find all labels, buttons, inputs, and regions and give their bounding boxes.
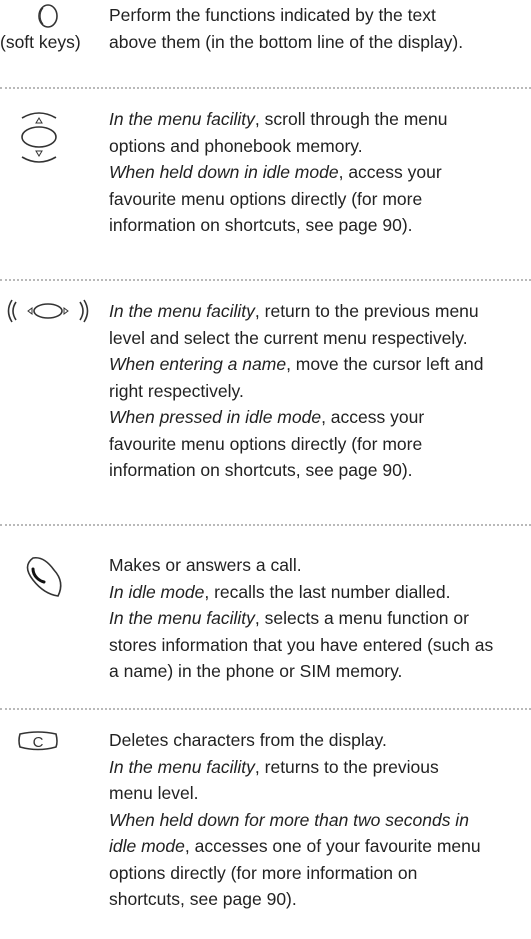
- description-line: [109, 457, 531, 484]
- description-line: [109, 579, 531, 606]
- description-line: [109, 431, 531, 458]
- body-text: stores information that you have entered (such as: [109, 634, 494, 655]
- description-line: [109, 754, 531, 781]
- dotted-divider: [0, 279, 531, 281]
- description-line: [109, 351, 531, 378]
- description-line: [109, 605, 531, 632]
- section-text: [109, 2, 531, 55]
- dotted-divider: [0, 708, 531, 710]
- description-line: [109, 159, 531, 186]
- body-text: , access your: [321, 407, 425, 427]
- body-text: information on shortcuts, see page 90).: [109, 460, 413, 480]
- description-line: [109, 212, 531, 239]
- soft-keys-caption: (soft keys): [0, 32, 81, 52]
- body-text: , selects a menu function or: [254, 608, 469, 628]
- italic-context-text: In the menu facility: [109, 301, 255, 321]
- body-text: , return to the previous menu: [254, 301, 479, 321]
- description-line: [109, 378, 531, 405]
- body-text: level and select the current menu respectively.: [109, 327, 468, 348]
- italic-context-text: In the menu facility: [109, 756, 255, 777]
- body-text: favourite menu options directly (for more: [109, 433, 423, 454]
- italic-context-text: In idle mode: [109, 581, 205, 602]
- body-text: Makes or answers a call.: [109, 555, 302, 575]
- body-text: a name) in the phone or SIM memory.: [109, 661, 403, 681]
- description-line: [109, 2, 531, 29]
- description-line: [109, 325, 531, 352]
- section-text: [109, 298, 531, 484]
- italic-context-text: In the menu facility: [109, 608, 255, 628]
- dotted-divider: [0, 87, 531, 89]
- section-text: [109, 552, 531, 685]
- body-text: information on shortcuts, see page 90).: [109, 215, 413, 235]
- description-line: [109, 727, 531, 754]
- body-text: options and phonebook memory.: [109, 135, 363, 156]
- description-line: [109, 298, 531, 325]
- description-line: [109, 133, 531, 160]
- description-line: [109, 106, 531, 133]
- body-text: above them (in the bottom line of the display).: [109, 31, 464, 52]
- body-text: , recalls the last number dialled.: [204, 581, 451, 602]
- description-line: [109, 658, 531, 685]
- clear-key-letter: C: [32, 734, 44, 751]
- description-line: [109, 780, 531, 807]
- description-line: [109, 807, 531, 834]
- dotted-divider: [0, 524, 531, 526]
- body-text: options directly (for more information on: [109, 862, 418, 883]
- section-text: [109, 106, 531, 239]
- description-line: [109, 186, 531, 213]
- description-line: [109, 833, 531, 860]
- description-line: [109, 404, 531, 431]
- body-text: , move the cursor left and: [286, 354, 484, 374]
- italic-context-text: When pressed in idle mode: [109, 407, 322, 427]
- body-text: , scroll through the menu: [254, 109, 448, 129]
- description-line: [109, 632, 531, 659]
- description-line: [109, 552, 531, 579]
- body-text: menu level.: [109, 783, 199, 803]
- italic-context-text: When entering a name: [109, 354, 287, 374]
- description-line: [109, 860, 531, 887]
- body-text: Perform the functions indicated by the text: [109, 5, 436, 25]
- italic-context-text: When held down for more than two seconds in: [109, 809, 469, 830]
- body-text: Deletes characters from the display.: [109, 730, 387, 750]
- italic-context-text: In the menu facility: [109, 109, 255, 129]
- body-text: favourite menu options directly (for more: [109, 188, 423, 209]
- body-text: , access your: [338, 162, 442, 182]
- body-text: , returns to the previous: [254, 756, 439, 777]
- body-text: right respectively.: [109, 380, 244, 401]
- body-text: , accesses one of your favourite menu: [184, 836, 481, 856]
- italic-context-text: When held down in idle mode: [109, 162, 339, 182]
- description-line: [109, 886, 531, 913]
- body-text: shortcuts, see page 90).: [109, 889, 297, 909]
- section-text: [109, 727, 531, 913]
- italic-context-text: idle mode: [109, 836, 185, 856]
- description-line: [109, 29, 531, 56]
